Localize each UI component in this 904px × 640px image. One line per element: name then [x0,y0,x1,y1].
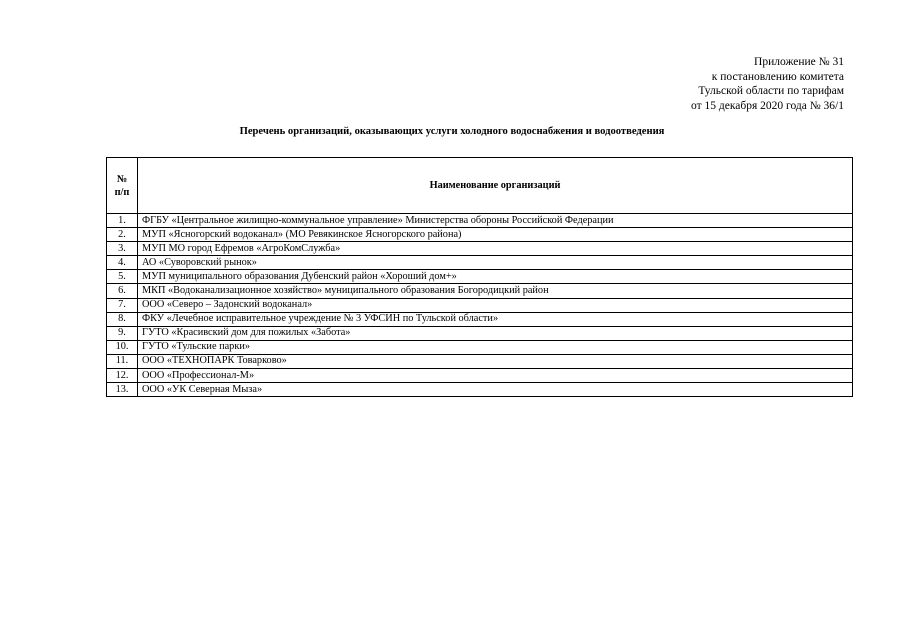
row-number: 10. [107,340,138,354]
organization-name: ФКУ «Лечебное исправительное учреждение № 3 УФСИН по Тульской области» [138,312,853,326]
appendix-header [691,55,844,113]
table-row [107,214,853,228]
organization-name: МУП муниципального образования Дубенский район «Хороший дом+» [138,270,853,284]
document-title: Перечень организаций, оказывающих услуги холодного водоснабжения и водоотведения [239,126,665,137]
organization-name: ФГБУ «Центральное жилищно-коммунальное управление» Министерства обороны Российской Федерации [138,214,853,228]
row-number: 9. [107,326,138,340]
table-row [107,256,853,270]
appendix-date: от 15 декабря 2020 года № 36/1 [691,99,844,112]
row-number: 11. [107,354,138,368]
table-row [107,284,853,298]
table-row [107,369,853,383]
organization-name: АО «Суворовский рынок» [138,256,853,270]
organization-name: МКП «Водоканализационное хозяйство» муниципального образования Богородицкий район [138,284,853,298]
organization-name: ООО «УК Северная Мыза» [138,383,853,397]
organization-name: ГУТО «Красивский дом для пожилых «Забота» [138,326,853,340]
table-row [107,312,853,326]
table-row [107,354,853,368]
table-row [107,270,853,284]
organization-name: ООО «Профессионал-М» [138,369,853,383]
organization-name: ООО «ТЕХНОПАРК Товарково» [138,354,853,368]
row-number: 13. [107,383,138,397]
appendix-number: Приложение № 31 [754,56,844,68]
organizations-table [106,157,853,397]
table-header-row [107,158,853,214]
organization-name: ГУТО «Тульские парки» [138,340,853,354]
organization-name: МУП МО город Ефремов «АгроКомСлужба» [138,242,853,256]
organization-name: ООО «Северо – Задонский водоканал» [138,298,853,312]
row-number: 12. [107,369,138,383]
column-header-name: Наименование организаций [138,158,853,214]
table-row [107,340,853,354]
row-number: 7. [107,298,138,312]
column-header-number-sign: № [116,173,128,185]
table-row [107,383,853,397]
table-row [107,326,853,340]
column-header-number [107,158,138,214]
table-row [107,298,853,312]
row-number: 1. [107,214,138,228]
appendix-committee: Тульской области по тарифам [698,85,844,97]
appendix-resolution-ref: к постановлению комитета [711,70,844,83]
row-number: 3. [107,242,138,256]
table-row [107,242,853,256]
row-number: 8. [107,312,138,326]
row-number: 4. [107,256,138,270]
row-number: 5. [107,270,138,284]
table-row [107,228,853,242]
organization-name: МУП «Ясногорский водоканал» (МО Ревякинское Ясногорского района) [138,228,853,242]
row-number: 6. [107,284,138,298]
row-number: 2. [107,228,138,242]
column-header-number-pp: п/п [114,186,130,198]
